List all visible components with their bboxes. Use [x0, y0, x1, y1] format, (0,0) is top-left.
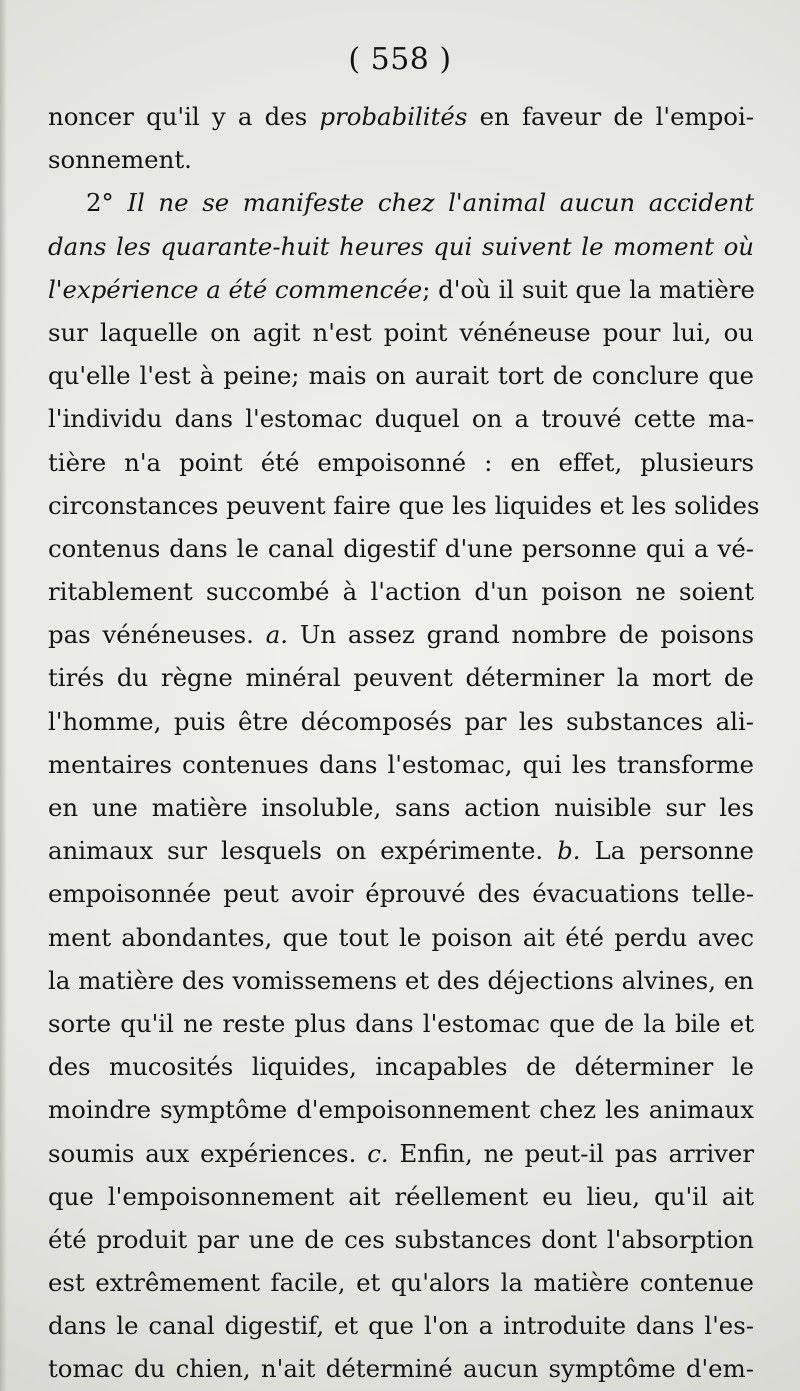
text-line	[48, 959, 754, 1002]
text-line	[48, 1002, 754, 1045]
text-line	[48, 95, 754, 138]
italic-text: a.	[265, 620, 289, 650]
body-text-segment: qu'elle l'est à peine; mais on aurait tort de conclure que	[48, 361, 754, 391]
italic-text: Il ne se manifeste chez l'animal aucun accident	[127, 188, 754, 218]
body-text-segment: soumis aux expériences.	[48, 1138, 368, 1168]
text-line	[48, 570, 754, 613]
text-line	[48, 181, 754, 224]
italic-text: probabilités	[319, 102, 468, 131]
body-text-segment: sonnement.	[48, 145, 192, 175]
body-text-segment: sorte qu'il ne reste plus dans l'estomac que de la bile et	[48, 1008, 754, 1038]
body-text-segment: est extrêmement facile, et qu'alors la matière contenue	[48, 1268, 754, 1298]
body-text-segment: Un assez grand nombre de poisons	[288, 620, 754, 650]
body-text	[48, 95, 760, 1391]
body-text-segment: en une matière insoluble, sans action nuisible sur les	[48, 793, 754, 822]
italic-text: l'expérience a été commencée	[48, 274, 423, 304]
italic-text: b.	[557, 836, 581, 866]
page-edge-shadow	[0, 0, 7, 1391]
text-line	[48, 1218, 754, 1261]
body-text-segment: tière n'a point été empoisonné : en effet, plusieurs	[48, 447, 754, 477]
body-text-segment: 2°	[86, 188, 128, 218]
body-text-segment: en faveur de l'empoi-	[467, 102, 755, 131]
italic-text: dans les quarante-huit heures qui suivent le moment où	[48, 231, 754, 261]
page-number: ( 558 )	[348, 42, 452, 77]
text-line	[48, 268, 754, 311]
body-text-segment: noncer qu'il y a des	[48, 102, 320, 131]
body-text-segment: tomac du chien, n'ait déterminé aucun symptôme d'em-	[48, 1354, 754, 1384]
body-text-segment: contenus dans le canal digestif d'une personne qui a vé-	[48, 533, 754, 563]
body-text-segment: été produit par une de ces substances dont l'absorption	[48, 1224, 754, 1254]
text-line	[48, 397, 754, 440]
text-line	[48, 1045, 754, 1088]
text-line	[48, 1347, 754, 1390]
text-line	[48, 613, 754, 656]
body-text-segment: pas vénéneuses.	[48, 620, 266, 650]
text-line	[48, 916, 754, 959]
text-line	[48, 484, 760, 527]
body-text-segment: La personne	[580, 836, 754, 866]
body-text-segment: sur laquelle on agit n'est point vénéneuse pour lui, ou	[48, 317, 754, 347]
text-line	[48, 1132, 754, 1175]
text-line	[48, 743, 754, 786]
text-line	[48, 1261, 754, 1304]
body-text-segment: animaux sur lesquels on expérimente.	[48, 836, 558, 866]
text-line	[48, 829, 754, 872]
body-text-segment: ritablement succombé à l'action d'un poison ne soient	[48, 577, 754, 607]
text-line	[48, 786, 754, 829]
body-text-segment: dans le canal digestif, et que l'on a introduite dans l'es-	[48, 1311, 754, 1341]
text-line	[48, 225, 754, 268]
body-text-segment: empoisonnée peut avoir éprouvé des évacuations telle-	[48, 879, 754, 909]
text-line	[48, 872, 754, 915]
body-text-segment: Enfin, ne peut-il pas arriver	[388, 1138, 754, 1168]
body-text-segment: circonstances peuvent faire que les liquides et les solides	[48, 490, 760, 520]
text-line	[48, 527, 754, 570]
body-text-segment: des mucosités liquides, incapables de déterminer le	[48, 1052, 754, 1082]
body-text-segment: que l'empoisonnement ait réellement eu lieu, qu'il ait	[48, 1181, 754, 1211]
body-text-segment: l'individu dans l'estomac duquel on a trouvé cette ma-	[48, 404, 754, 434]
body-text-segment: ; d'où il suit que la matière	[422, 274, 755, 304]
text-line	[48, 311, 754, 354]
body-text-segment: la matière des vomissemens et des déjections alvines, en	[48, 965, 754, 995]
text-line	[48, 656, 754, 699]
text-line	[48, 138, 754, 181]
text-line	[48, 441, 754, 484]
text-line	[48, 1304, 754, 1347]
text-line	[48, 1175, 754, 1218]
text-line	[48, 354, 754, 397]
body-text-segment: tirés du règne minéral peuvent déterminer la mort de	[48, 663, 754, 693]
body-text-segment: moindre symptôme d'empoisonnement chez les animaux	[48, 1095, 754, 1125]
text-line	[48, 700, 754, 743]
body-text-segment: l'homme, puis être décomposés par les substances ali-	[48, 706, 754, 736]
text-line	[48, 1088, 754, 1131]
body-text-segment: ment abondantes, que tout le poison ait été perdu avec	[48, 922, 754, 952]
body-text-segment: mentaires contenues dans l'estomac, qui les transforme	[48, 749, 754, 779]
italic-text: c.	[367, 1138, 389, 1168]
